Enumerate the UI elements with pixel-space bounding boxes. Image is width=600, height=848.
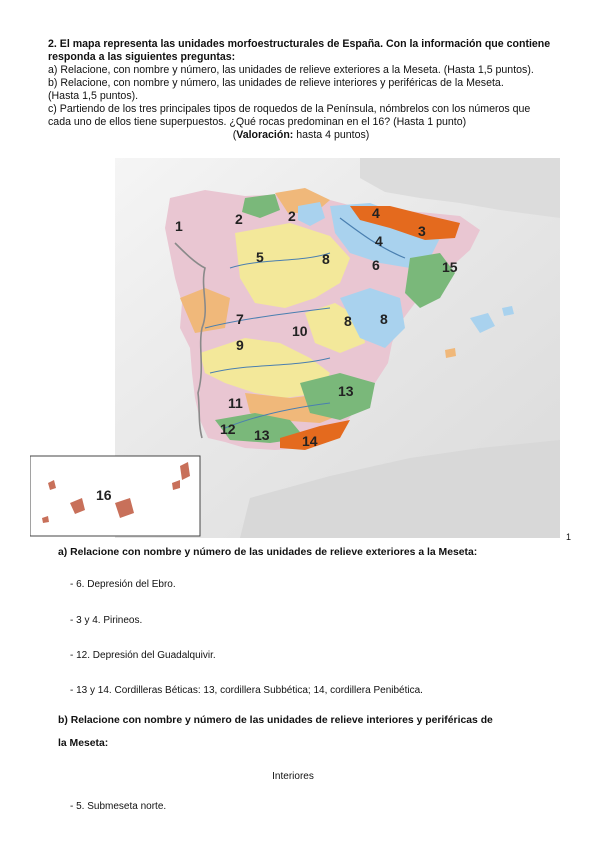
question-valoracion bbox=[48, 129, 554, 142]
map-label: 10 bbox=[292, 323, 308, 339]
map-label: 1 bbox=[175, 218, 183, 234]
question-part-b-line1: b) Relacione, con nombre y número, las unidades de relieve interiores y periféricas de la Meseta. bbox=[48, 77, 504, 89]
map-label: 11 bbox=[228, 395, 243, 411]
page-number: 1 bbox=[566, 532, 572, 542]
map-label: 5 bbox=[256, 249, 264, 265]
answer-a-item: - 13 y 14. Cordilleras Béticas: 13, cordillera Subbética; 14, cordillera Penibética. bbox=[70, 685, 423, 696]
map-label: 13 bbox=[338, 383, 354, 399]
question-part-c-line1: c) Partiendo de los tres principales tipos de roquedos de la Península, nómbrelos con los números que bbox=[48, 103, 531, 115]
map-label: 2 bbox=[288, 208, 296, 224]
map-label: 9 bbox=[236, 337, 244, 353]
map-label: 6 bbox=[372, 257, 380, 273]
map-svg bbox=[30, 158, 560, 538]
map-label: 8 bbox=[344, 313, 352, 329]
map-label: 13 bbox=[254, 427, 270, 443]
valoracion-text: hasta 4 puntos) bbox=[293, 129, 370, 141]
valoracion-open: ( bbox=[232, 129, 237, 141]
map-label: 4 bbox=[375, 233, 383, 249]
question-part-c-line2: cada uno de ellos tiene superpuestos. ¿Qué rocas predominan en el 16? (Hasta 1 punto) bbox=[48, 116, 467, 128]
map-label: 2 bbox=[235, 211, 243, 227]
question-part-a: a) Relacione, con nombre y número, las unidades de relieve exteriores a la Meseta. (Hasta 1,5 puntos). bbox=[48, 64, 534, 76]
map-label: 4 bbox=[372, 205, 380, 221]
question-heading: 2. El mapa representa las unidades morfoestructurales de España. Con la información que contiene responda a las siguientes preguntas: bbox=[48, 38, 551, 63]
map-label: 8 bbox=[380, 311, 388, 327]
answer-a-item: - 6. Depresión del Ebro. bbox=[70, 579, 176, 590]
answer-a-item: - 3 y 4. Pirineos. bbox=[70, 615, 143, 626]
map-label: 12 bbox=[220, 421, 236, 437]
answer-a-heading: a) Relacione con nombre y número de las unidades de relieve exteriores a la Meseta: bbox=[58, 547, 478, 558]
answer-b-item: - 5. Submeseta norte. bbox=[70, 801, 167, 812]
map-label: 14 bbox=[302, 433, 318, 449]
valoracion-label: Valoración: bbox=[236, 129, 294, 141]
spain-morphostructural-map bbox=[30, 158, 560, 538]
answer-a-item: - 12. Depresión del Guadalquivir. bbox=[70, 650, 216, 661]
answer-interiores-label: Interiores bbox=[272, 771, 314, 782]
map-label: 7 bbox=[236, 311, 244, 327]
map-label: 16 bbox=[96, 487, 112, 503]
map-label: 15 bbox=[442, 259, 458, 275]
map-label: 8 bbox=[322, 251, 330, 267]
answer-b-heading-line2: la Meseta: bbox=[58, 738, 109, 749]
map-canarias-inset bbox=[30, 456, 200, 536]
question-part-b-line2: (Hasta 1,5 puntos). bbox=[48, 90, 139, 102]
question-block bbox=[48, 38, 554, 142]
answer-b-heading-line1: b) Relacione con nombre y número de las unidades de relieve interiores y periféricas de bbox=[58, 715, 493, 726]
map-label: 3 bbox=[418, 223, 426, 239]
